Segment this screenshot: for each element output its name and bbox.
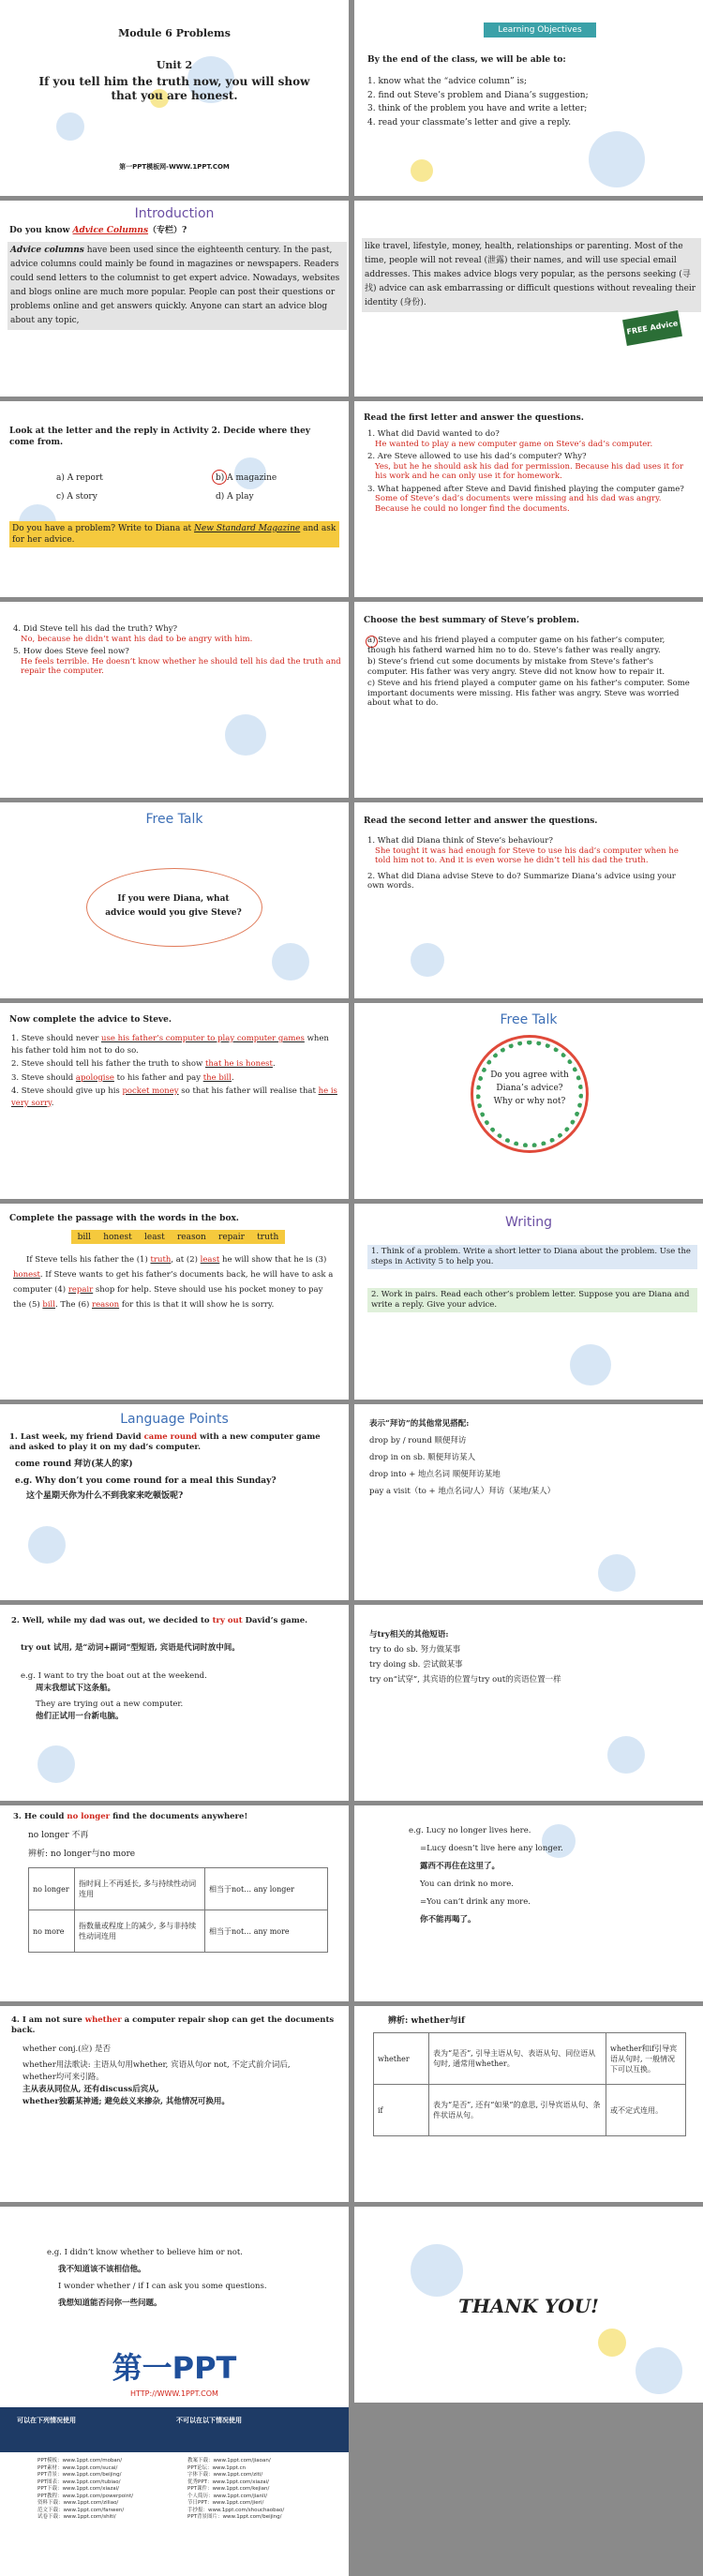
slide-introduction	[0, 201, 349, 397]
credit-link[interactable]: 字体下载：www.1ppt.com/ziti/	[187, 2472, 263, 2478]
word-honest: honest	[103, 1232, 132, 1242]
writing-task-1: 1. Think of a problem. Write a short letter to Diana about the problem. Use the steps in Activity 5 to help you.	[367, 1245, 697, 1269]
intro-question: Do you know Advice Columns（专栏）?	[9, 226, 187, 235]
option-b: b) A magazine	[216, 473, 277, 483]
slide-writing	[354, 1204, 703, 1400]
slide-no-longer-examples	[354, 1805, 703, 2001]
table-row	[29, 1868, 328, 1910]
slide-free-talk-2	[354, 1003, 703, 1199]
section-heading: Introduction	[134, 206, 215, 221]
decor-dot	[37, 1745, 75, 1783]
module-title: Module 6 Problems	[118, 27, 231, 39]
unit-title: Unit 2	[156, 59, 193, 71]
objective-item: 3. think of the problem you have and write a letter;	[367, 104, 588, 113]
slide-language-points-3	[0, 1805, 349, 2001]
section-heading: Free Talk	[145, 812, 203, 827]
compare-heading: 辨析: whether与if	[388, 2016, 465, 2026]
qa-block: 4. Did Steve tell his dad the truth? Why? No, because he didn’t want his dad to be angry with him. 5. How does Steve feel now? He feels terrible. He doesn’t know whether he should tell his dad the truth and repair the computer.	[13, 624, 341, 676]
objectives-list	[367, 77, 677, 131]
decor-dot	[411, 2244, 463, 2297]
option-a: a) A report	[56, 473, 103, 483]
summary-options: a) Steve and his friend played a computer game on his father’s computer, though his fatherd warned him no to do. Steve’s father was really angry. b) Steve’s friend cut some documents by mistake from Steve’s father’s computer. His father was very angry. Steve did not know how to repair it. c) Steve and his friend played a computer game on his father’s computer. Some important documents were missing. His father was angry. Steve was worried about what to do.	[367, 636, 690, 708]
slide-second-letter-qa	[354, 802, 703, 998]
slide-language-points-2	[0, 1605, 349, 1801]
decor-dot	[28, 1526, 66, 1564]
passage: If Steve tells his father the (1) truth, at (2) least he will show that he is (3) honest. If Steve wants to get his father’s documents back, he will have to ask a computer (4) repair shop for help. Steve should use his pocket money to pay the (5) bill. The (6) reason for this is that it will show he is sorry.	[13, 1255, 334, 1310]
decor-dot	[598, 2329, 626, 2357]
slide-free-talk-1	[0, 802, 349, 998]
section-heading: Choose the best summary of Steve’s problem.	[364, 616, 579, 625]
compare-table	[28, 1867, 328, 1953]
option-c: c) A story	[56, 492, 97, 502]
credits-links	[37, 2458, 319, 2522]
slide-introduction-cont	[354, 201, 703, 397]
slide-first-letter-qa-cont	[0, 602, 349, 798]
table-cell: 或不定式连用。	[606, 2085, 686, 2136]
slide-whether-vs-if	[354, 2006, 703, 2202]
slide-try-phrases	[354, 1605, 703, 1801]
slide-summary-choice	[354, 602, 703, 798]
credit-link[interactable]: PPT背景图片：www.1ppt.com/beijing/	[187, 2514, 282, 2520]
objective-item: 1. know what the “advice column” is;	[367, 77, 527, 86]
point-sentence: 1. Last week, my friend David came round with a new computer game and asked to play it on my dad’s computer.	[9, 1432, 321, 1452]
objective-item: 2. find out Steve’s problem and Diana’s suggestion;	[367, 90, 589, 100]
examples: e.g. I didn’t know whether to believe him or not. 我不知道该不该相信他。 I wonder whether / if I can ask you some questions. 我想知道能否问你一些问题。	[47, 2248, 267, 2308]
question-text: Look at the letter and the reply in Activity 2. Decide where they come from.	[9, 427, 311, 447]
decor-dot	[56, 112, 84, 141]
example-translation: 这个星期天你为什么不到我家来吃顿饭呢?	[26, 1491, 184, 1501]
word-least: least	[143, 1232, 165, 1242]
point-sentence: 2. Well, while my dad was out, we decided to try out David’s game.	[11, 1616, 308, 1625]
section-heading: Now complete the advice to Steve.	[9, 1015, 172, 1025]
table-cell: 相当于not… any more	[205, 1910, 328, 1953]
section-heading: Language Points	[120, 1412, 229, 1427]
table-cell: 相当于not… any longer	[205, 1868, 328, 1910]
section-heading: Free Talk	[500, 1012, 558, 1027]
slide-template-credits	[0, 2332, 349, 2576]
point-explain: try out 试用, 是“动词+副词”型短语, 宾语是代词时放中间。	[21, 1643, 240, 1653]
slide-title	[0, 0, 349, 196]
table-row	[374, 2033, 686, 2085]
credit-link[interactable]: 试卷下载：www.1ppt.com/shiti/	[37, 2514, 116, 2520]
thank-you-text: THANK YOU!	[458, 2295, 599, 2317]
table-cell: if	[374, 2085, 429, 2136]
objective-item: 4. read your classmate’s letter and give a reply.	[367, 117, 572, 127]
credits-banner	[0, 2407, 349, 2452]
logo: 第一PPT	[112, 2350, 237, 2386]
banner-heading-2: 不可以在以下情况使用	[176, 2417, 242, 2424]
compare-heading: 辨析: no longer与no more	[28, 1850, 136, 1859]
word-truth: truth	[257, 1232, 279, 1242]
whether-notes: whether conj.(应) 是否 whether用法歌诀: 主语从句用whether, 宾语从句or not, 不定式前介词后, whether均可来引路。 主从表从同位从, 还有discuss后宾从, whether独霸某神通; 避免歧义来掺杂, 其他情况可换用。	[22, 2044, 291, 2106]
point-sentence: 3. He could no longer find the documents anywhere!	[13, 1812, 248, 1821]
slide-thank-you	[354, 2207, 703, 2403]
slide-first-letter-qa	[354, 401, 703, 597]
phrase-list: 表示“拜访”的其他常见搭配: drop by / round 顺便拜访 drop in on sb. 顺便拜访某人 drop into + 地点名词 顺便拜访某地 pay a visit（to + 地点名词/人）拜访（某地/某人）	[369, 1419, 556, 1496]
table-cell: 表为“是否”, 引导主语从句、表语从句、同位语从句时, 通常用whether。	[429, 2033, 606, 2085]
credit-link[interactable]: 手抄报：www.1ppt.com/shouchaobao/	[187, 2507, 285, 2513]
table-row	[374, 2085, 686, 2136]
point-sentence: 4. I am not sure whether a computer repair shop can get the documents back.	[11, 2015, 335, 2035]
section-heading: Read the first letter and answer the questions.	[364, 413, 584, 423]
word-bill: bill	[77, 1232, 91, 1242]
point-phrase: no longer 不再	[28, 1831, 89, 1840]
decor-dot	[636, 2347, 682, 2394]
slide-complete-passage	[0, 1204, 349, 1400]
credit-link[interactable]: PPT教程：www.1ppt.com/powerpoint/	[37, 2493, 134, 2499]
slide-complete-advice	[0, 1003, 349, 1199]
credit-link[interactable]: 资料下载：www.1ppt.com/ziliao/	[37, 2500, 119, 2506]
credit-link[interactable]: PPT下载：www.1ppt.com/xiazai/	[37, 2486, 120, 2492]
site-credit: 第一PPT模板网-WWW.1PPT.COM	[119, 163, 230, 171]
slide-language-points-4	[0, 2006, 349, 2202]
free-talk-question: Do you agree with Diana’s advice? Why or why not?	[490, 1071, 569, 1106]
section-heading: Read the second letter and answer the questions.	[364, 816, 598, 826]
decor-dot	[272, 943, 309, 981]
credit-link[interactable]: PPT背景：www.1ppt.com/beijing/	[37, 2472, 122, 2478]
table-cell: no longer	[29, 1868, 75, 1910]
table-cell: 表为“是否”, 还有“如果”的意思, 引导宾语从句、条件状语从句。	[429, 2085, 606, 2136]
free-advice-sign: FREE Advice	[622, 310, 682, 346]
credit-link[interactable]: PPT素材：www.1ppt.com/sucai/	[37, 2464, 118, 2471]
logo-url: HTTP://WWW.1PPT.COM	[130, 2389, 218, 2398]
examples: e.g. I want to try the boat out at the weekend. 周末我想试下这条船。 They are trying out a new computer. 他们正试用一台新电脑。	[21, 1671, 207, 1721]
credit-link[interactable]: PPT图表：www.1ppt.com/tubiao/	[37, 2479, 121, 2485]
decor-dot	[411, 159, 433, 182]
table-cell: no more	[29, 1910, 75, 1953]
table-cell: whether和if引导宾语从句时, 一般情况下可以互换。	[606, 2033, 686, 2085]
point-phrase: come round 拜访(某人的家)	[15, 1460, 133, 1469]
lesson-title: If you tell him the truth now, you will show that you are honest.	[38, 75, 310, 102]
decor-dot	[411, 943, 444, 977]
decor-dot	[225, 714, 266, 756]
decor-dot	[589, 131, 645, 187]
compare-table	[373, 2032, 686, 2136]
credit-link[interactable]: 节日PPT：www.1ppt.com/jieri/	[187, 2500, 264, 2506]
objectives-badge: Learning Objectives	[484, 22, 596, 37]
table-cell: 指时间上不再延长, 多与持续性动词连用	[75, 1868, 205, 1910]
decor-dot	[598, 1554, 636, 1592]
intro-paragraph-cont: like travel, lifestyle, money, health, relationships or parenting. Most of the time, people will not reveal (泄露) their names, and will use special email addresses. This makes advice blogs very popular, as the persons seeking (寻找) advice can ask embarrassing or difficult questions without revealing their identity (身份).	[362, 238, 701, 312]
qa-block: 1. What did David wanted to do? He wanted to play a new computer game on Steve’s dad’s computer. 2. Are Steve allowed to use his dad’s computer? Why? Yes, but he he should ask his dad for permission. Because his dad uses it for his work and he can only use it for homework. 3. What happened after Steve and David finished playing the computer game? Some of Steve’s dad’s documents were missing and his dad was angry. Because he could no longer find the documents.	[367, 429, 684, 514]
word-repair: repair	[218, 1232, 245, 1242]
decor-dot	[607, 1736, 645, 1774]
intro-paragraph: Advice columns have been used since the eighteenth century. In the past, advice columns could mainly be found in magazines or newspapers. Readers could send letters to the columnist to get expert advice. Nowadays, websites and blogs online are much more popular. People can post their questions or problems online and get answers quickly. Anyone can start an advice blog about any topic,	[7, 242, 347, 330]
slide-where-from	[0, 401, 349, 597]
table-cell: whether	[374, 2033, 429, 2085]
banner-heading-1: 可以在下列情况使用	[17, 2417, 76, 2424]
examples: e.g. Lucy no longer lives here. =Lucy doesn’t live here any longer. 露西不再住在这里了。 You can drink no more. =You can’t drink any more. 你不能再喝了。	[409, 1826, 563, 1925]
credit-link[interactable]: PPT课件：www.1ppt.com/kejian/	[187, 2486, 270, 2492]
note-box: Do you have a problem? Write to Diana at New Standard Magazine and ask for her advice.	[9, 521, 339, 547]
objectives-intro: By the end of the class, we will be able to:	[367, 55, 566, 65]
word-reason: reason	[177, 1232, 206, 1242]
credit-link[interactable]: 优秀PPT：www.1ppt.com/xiazai/	[187, 2479, 270, 2485]
example-sentence: e.g. Why don’t you come round for a meal this Sunday?	[15, 1476, 277, 1486]
table-cell: 指数量或程度上的减少, 多与非持续性动词连用	[75, 1910, 205, 1953]
credit-link[interactable]: PPT模板：www.1ppt.com/moban/	[37, 2458, 123, 2464]
slide-objectives	[354, 0, 703, 196]
answer-circle	[212, 470, 227, 485]
slide-visit-phrases	[354, 1404, 703, 1600]
credit-link[interactable]: 范文下载：www.1ppt.com/fanwen/	[37, 2507, 125, 2513]
slide-language-points-1	[0, 1404, 349, 1600]
phrase-list: 与try相关的其他短语: try to do sb. 努力做某事 try doing sb. 尝试做某事 try on“试穿”, 其宾语的位置与try out的宾语位置一样	[369, 1630, 561, 1685]
section-heading: Complete the passage with the words in the box.	[9, 1214, 239, 1223]
writing-task-2: 2. Work in pairs. Read each other’s problem letter. Suppose you are Diana and write a reply. Give your advice.	[367, 1288, 697, 1312]
table-row	[29, 1910, 328, 1953]
credit-link[interactable]: 教案下载：www.1ppt.com/jiaoan/	[187, 2458, 271, 2464]
decor-dot	[570, 1344, 611, 1385]
section-heading: Writing	[505, 1215, 552, 1230]
credit-link[interactable]: 个人简历：www.1ppt.com/jianli/	[187, 2493, 268, 2499]
option-d: d) A play	[216, 492, 254, 502]
word-box	[71, 1230, 285, 1244]
bubble-text: If you were Diana, what advice would you give Steve?	[105, 894, 242, 918]
credit-link[interactable]: PPT论坛：www.1ppt.cn	[187, 2464, 247, 2471]
advice-sentences: 1. Steve should never use his father’s computer to play computer games when his father told him not to do so. 2. Steve should tell his father the truth to show that he is honest. 3. Steve should apologise to his father and pay the bill. 4. Steve should give up his pocket money so that his father will realise that he is very sorry.	[11, 1034, 337, 1108]
qa-block: 1. What did Diana think of Steve’s behaviour? She tought it was had enough for Steve to use his dad’s computer when he told him not to. And it is even worse he didn’t tell his dad the truth. 2. What did Diana advise Steve to do? Summarize Diana’s advice using your own words.	[367, 836, 679, 891]
